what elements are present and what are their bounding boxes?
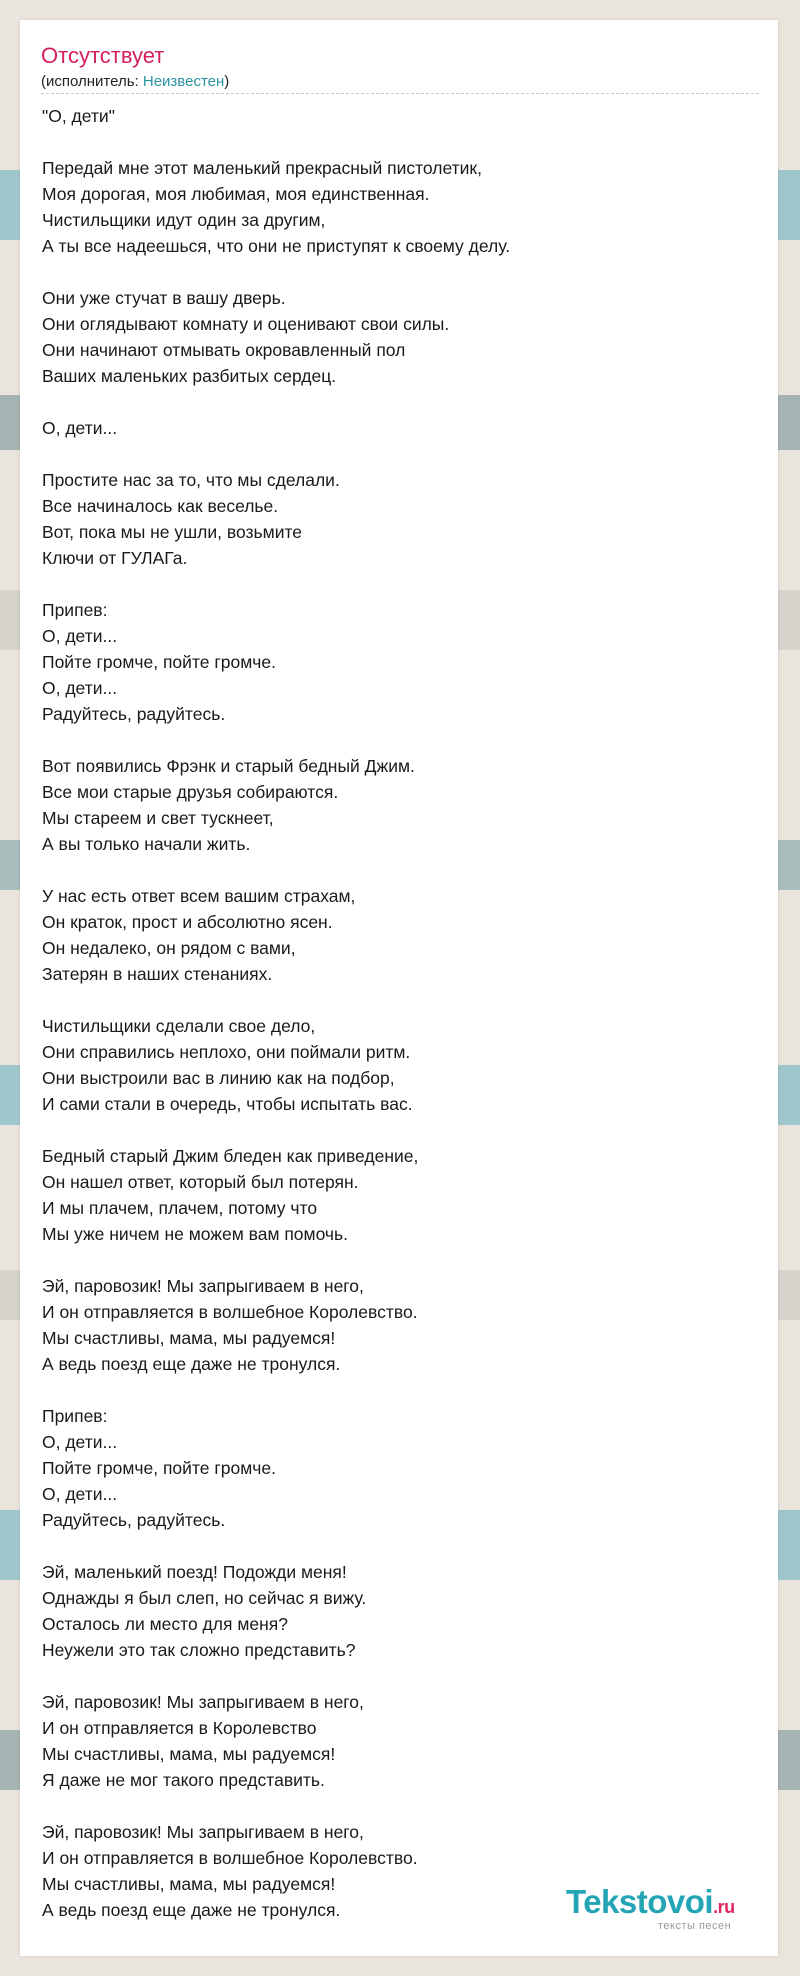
title-divider	[41, 93, 759, 94]
lyrics-text: "О, дети" Передай мне этот маленький прекрасный пистолетик, Моя дорогая, моя любимая, моя единственная. Чистильщики идут один за другим, А ты все надеешься, что они не приступят к своему делу. Они уже стучат в вашу дверь. Они оглядывают комнату и оценивают свои силы. Они начинают отмывать окровавленный пол Ваших маленьких разбитых сердец. О, дети... Простите нас за то, что мы сделали. Все начиналось как веселье. Вот, пока мы не ушли, возьмите Ключи от ГУЛАГа. Припев: О, дети... Пойте громче, пойте громче. О, дети... Радуйтесь, радуйтесь. Вот появились Фрэнк и старый бедный Джим. Все мои старые друзья собираются. Мы стареем и свет тускнеет, А вы только начали жить. У нас есть ответ всем вашим страхам, Он краток, прост и абсолютно ясен. Он недалеко, он рядом с вами, Затерян в наших стенаниях. Чистильщики сделали свое дело, Они справились неплохо, они поймали ритм. Они выстроили вас в линию как на подбор, И сами стали в очередь, чтобы испытать вас. Бедный старый Джим бледен как приведение, Он нашел ответ, который был потерян. И мы плачем, плачем, потому что Мы уже ничем не можем вам помочь. Эй, паровозик! Мы запрыгиваем в него, И он отправляется в волшебное Королевство. Мы счастливы, мама, мы радуемся! А ведь поезд еще даже не тронулся. Припев: О, дети... Пойте громче, пойте громче. О, дети... Радуйтесь, радуйтесь. Эй, маленький поезд! Подожди меня! Однажды я был слеп, но сейчас я вижу. Осталось ли место для меня? Неужели это так сложно представить? Эй, паровозик! Мы запрыгиваем в него, И он отправляется в Королевство Мы счастливы, мама, мы радуемся! Я даже не мог такого представить. Эй, паровозик! Мы запрыгиваем в него, И он отправляется в волшебное Королевство. Мы счастливы, мама, мы радуемся! А ведь поезд еще даже не тронулся.	[42, 106, 511, 1920]
artist-prefix: (исполнитель:	[41, 73, 143, 90]
artist-link[interactable]: Неизвестен	[142, 73, 225, 90]
artist-line	[41, 73, 229, 91]
logo-tagline: тексты песен	[658, 1920, 732, 1932]
site-logo[interactable]	[566, 1882, 776, 1934]
logo-brand: Tekstovoi	[566, 1883, 714, 1920]
logo-tld: .ru	[713, 1897, 735, 1917]
song-title: Отсутствует	[41, 43, 165, 68]
lyrics-card	[20, 20, 778, 1956]
artist-suffix: )	[224, 73, 230, 90]
